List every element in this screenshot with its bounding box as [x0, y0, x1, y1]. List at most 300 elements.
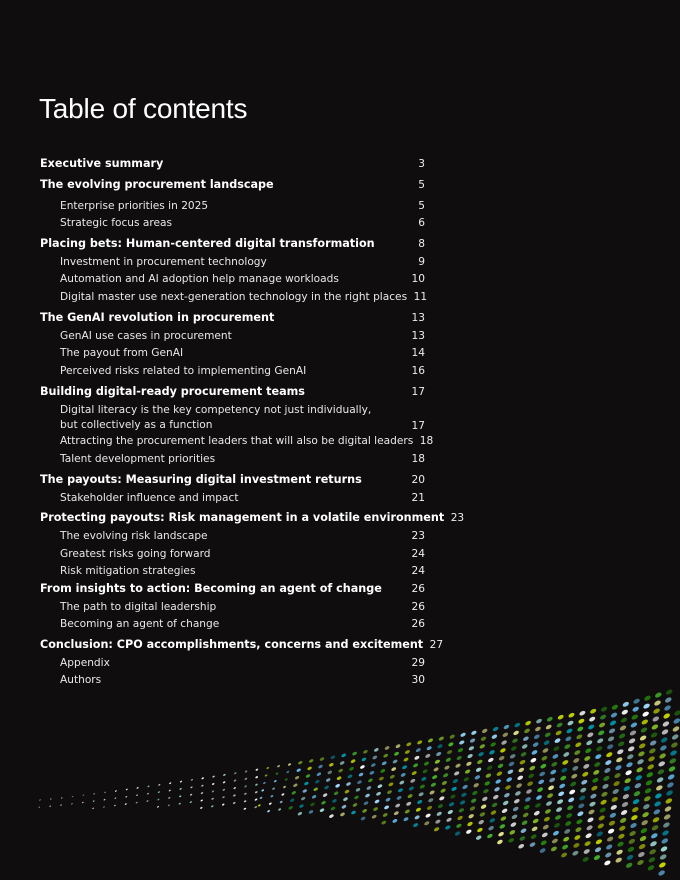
wave-dot: [212, 775, 215, 778]
wave-dot: [658, 760, 666, 767]
wave-dot: [391, 766, 397, 771]
wave-dot: [487, 757, 494, 763]
wave-dot: [495, 778, 502, 784]
wave-dot: [178, 802, 181, 805]
wave-dot: [308, 759, 313, 764]
wave-dot: [373, 747, 379, 752]
wave-dot: [565, 812, 573, 819]
wave-dot: [562, 759, 570, 766]
wave-dot: [381, 820, 387, 825]
wave-dot: [468, 813, 475, 819]
wave-dot: [539, 847, 546, 853]
wave-dot: [512, 806, 519, 812]
wave-dot: [291, 790, 296, 795]
wave-dot: [559, 775, 567, 782]
wave-dot: [168, 789, 171, 791]
wave-dot: [556, 798, 564, 805]
wave-dot: [384, 745, 390, 750]
toc-page-number: 17: [411, 420, 425, 432]
wave-dot: [638, 843, 646, 850]
wave-dot: [243, 800, 246, 803]
toc-entry-label: Digital literacy is the key competency not just individually, but collectively as a function: [60, 404, 372, 431]
wave-dot: [628, 838, 636, 845]
wave-dot: [362, 808, 368, 813]
wave-dot: [610, 712, 618, 719]
wave-dot: [659, 744, 667, 751]
toc-entry-label: The payouts: Measuring digital investment returns: [40, 473, 362, 486]
toc-page-number: 20: [411, 474, 425, 486]
wave-dot: [377, 784, 383, 789]
wave-dot: [424, 820, 430, 826]
wave-dot: [507, 769, 514, 775]
wave-dot: [383, 753, 389, 758]
wave-dot: [632, 706, 640, 713]
wave-dot: [179, 788, 182, 791]
wave-dot: [651, 723, 659, 730]
wave-dot: [496, 839, 503, 845]
wave-dot: [647, 763, 655, 770]
wave-dot: [395, 744, 401, 749]
wave-dot: [275, 772, 279, 775]
wave-dot: [417, 740, 423, 746]
wave-dot: [668, 765, 676, 772]
wave-dot: [653, 808, 661, 815]
wave-dot: [38, 806, 40, 808]
wave-dot: [607, 735, 615, 742]
wave-dot: [629, 822, 637, 829]
wave-dot: [71, 803, 73, 805]
wave-dot: [518, 767, 525, 773]
wave-dot: [346, 781, 352, 786]
wave-dot: [629, 729, 637, 736]
wave-dot: [447, 809, 454, 815]
wave-dot: [611, 796, 619, 803]
wave-dot: [200, 807, 203, 810]
wave-dot: [244, 785, 247, 788]
wave-dot: [543, 816, 550, 822]
wave-dot: [404, 749, 410, 754]
wave-dot: [49, 805, 51, 807]
wave-dot: [359, 764, 365, 769]
wave-dot: [499, 747, 506, 753]
wave-dot: [614, 764, 622, 771]
wave-dot: [222, 788, 225, 791]
wave-dot: [451, 786, 458, 792]
toc-entry-label: The payout from GenAI: [60, 347, 184, 359]
toc-entry-label: Investment in procurement technology: [60, 256, 267, 268]
wave-dot: [523, 804, 530, 810]
wave-dot: [647, 755, 655, 762]
wave-dot: [530, 833, 537, 839]
wave-dot: [544, 808, 551, 814]
wave-dot: [419, 784, 425, 790]
wave-dot: [529, 765, 536, 771]
wave-dot: [267, 810, 271, 813]
wave-dot: [350, 759, 356, 764]
wave-dot: [659, 853, 667, 860]
wave-dot: [412, 763, 418, 769]
wave-dot: [381, 761, 387, 766]
wave-dot: [577, 803, 585, 810]
toc-page-number: 17: [411, 386, 425, 398]
wave-dot: [261, 789, 265, 792]
wave-dot: [444, 825, 451, 831]
wave-dot: [534, 726, 541, 732]
wave-dot: [415, 747, 421, 753]
wave-dot: [513, 730, 520, 736]
wave-dot: [407, 793, 413, 799]
wave-dot: [609, 720, 617, 727]
wave-dot: [340, 812, 346, 817]
wave-dot: [661, 837, 669, 844]
wave-dot: [136, 787, 139, 789]
wave-dot: [628, 737, 636, 744]
wave-dot: [626, 753, 634, 760]
wave-dot: [329, 814, 335, 819]
wave-dot: [497, 763, 504, 769]
wave-dot: [441, 780, 448, 786]
wave-dot: [463, 776, 470, 782]
wave-dot: [492, 794, 499, 800]
wave-dot: [553, 745, 560, 751]
wave-dot: [644, 787, 652, 794]
wave-dot: [373, 806, 379, 811]
wave-dot: [461, 792, 468, 798]
wave-dot: [522, 736, 529, 742]
toc-page-number: 21: [411, 492, 425, 504]
wave-dot: [598, 722, 606, 729]
wave-dot: [290, 798, 295, 803]
wave-dot: [653, 800, 661, 807]
wave-dot: [399, 780, 405, 785]
wave-dot: [455, 763, 462, 769]
wave-dot: [360, 816, 366, 821]
wave-dot: [389, 774, 395, 779]
wave-dot: [365, 793, 371, 798]
wave-dot: [233, 802, 236, 805]
wave-dot: [597, 729, 605, 736]
wave-dot: [645, 779, 653, 786]
wave-dot: [538, 779, 545, 785]
toc-entry-label: Greatest risks going forward: [60, 548, 211, 560]
wave-dot: [642, 711, 650, 718]
wave-dot: [468, 745, 475, 751]
wave-dot: [446, 817, 453, 823]
wave-dot: [200, 792, 203, 795]
wave-dot: [397, 788, 403, 793]
wave-dot: [406, 801, 412, 807]
wave-dot: [649, 848, 657, 855]
wave-dot: [272, 787, 276, 790]
wave-dot: [646, 771, 654, 778]
wave-dot: [635, 774, 643, 781]
wave-dot: [481, 728, 488, 734]
toc-page-number: 3: [418, 158, 425, 170]
wave-dot: [462, 784, 469, 790]
wave-dot: [316, 772, 322, 777]
wave-dot: [307, 766, 312, 771]
wave-dot: [619, 817, 627, 824]
wave-dot: [417, 799, 423, 805]
wave-dot: [499, 823, 506, 829]
wave-dot: [501, 808, 508, 814]
wave-dot: [457, 815, 464, 821]
wave-dot: [201, 784, 204, 787]
wave-dot: [517, 775, 524, 781]
wave-dot: [672, 725, 680, 732]
wave-dot: [546, 792, 553, 798]
wave-dot: [167, 804, 170, 806]
wave-dot: [378, 776, 384, 781]
wave-dot: [393, 810, 399, 815]
wave-dot: [664, 696, 672, 703]
wave-dot: [444, 765, 451, 771]
toc-entry-label: Digital master use next-generation technology in the right places: [60, 291, 408, 303]
wave-dot: [669, 749, 677, 756]
wave-dot: [521, 743, 528, 749]
wave-dot: [600, 799, 608, 806]
wave-dot: [333, 791, 339, 796]
wave-dot: [570, 773, 578, 780]
wave-dot: [534, 802, 541, 808]
wave-dot: [302, 789, 307, 794]
wave-dot: [279, 800, 283, 803]
toc-page-number: 30: [411, 674, 425, 686]
wave-dot: [526, 781, 533, 787]
wave-dot: [490, 741, 497, 747]
wave-dot: [284, 778, 288, 781]
wave-dot: [576, 818, 584, 825]
wave-dot: [585, 739, 593, 746]
wave-dot: [158, 784, 161, 786]
wave-dot: [426, 805, 432, 811]
wave-dot: [542, 824, 549, 830]
wave-dot: [418, 792, 424, 798]
wave-dot: [548, 777, 555, 783]
wave-dot: [540, 840, 547, 846]
wave-dot: [622, 793, 630, 800]
toc-entry-label: The evolving risk landscape: [60, 530, 208, 542]
toc-page-number: 23: [450, 512, 465, 524]
wave-dot: [536, 786, 543, 792]
wave-dot: [471, 790, 478, 796]
wave-dot: [357, 780, 363, 785]
wave-dot: [448, 801, 455, 807]
wave-dot: [459, 800, 466, 806]
wave-dot: [593, 761, 601, 768]
wave-dot: [408, 786, 414, 792]
wave-dot: [615, 756, 623, 763]
wave-dot: [545, 800, 552, 806]
wave-dot: [532, 741, 539, 747]
wave-dot: [327, 770, 333, 775]
wave-dot: [654, 691, 662, 698]
wave-dot: [658, 861, 666, 868]
wave-dot: [480, 736, 487, 742]
wave-dot: [190, 779, 193, 782]
wave-dot: [266, 766, 270, 769]
wave-dot: [358, 772, 364, 777]
wave-dot: [546, 716, 553, 722]
wave-dot: [541, 832, 548, 838]
wave-dot: [103, 806, 105, 808]
toc-entry-label: Talent development priorities: [60, 453, 216, 465]
wave-dot: [599, 714, 607, 721]
wave-dot: [500, 816, 507, 822]
wave-dot: [304, 781, 309, 786]
wave-dot: [486, 833, 493, 839]
wave-dot: [587, 816, 595, 823]
wave-dot: [300, 796, 305, 801]
wave-dot: [520, 751, 527, 757]
wave-dot: [93, 793, 95, 795]
wave-dot: [411, 770, 417, 776]
wave-dot: [643, 795, 651, 802]
wave-dot: [147, 785, 150, 787]
wave-dot: [590, 793, 598, 800]
wave-dot: [223, 773, 226, 776]
wave-dot: [613, 780, 621, 787]
wave-dot: [278, 808, 282, 811]
wave-dot: [555, 806, 563, 813]
wave-dot: [531, 749, 538, 755]
wave-dot: [488, 825, 495, 831]
wave-dot: [508, 761, 515, 767]
wave-dot: [550, 769, 557, 775]
wave-dot: [201, 777, 204, 780]
toc-page-number: 11: [413, 291, 428, 303]
toc-page-number: 18: [411, 453, 425, 465]
wave-dot: [343, 797, 349, 802]
wave-dot: [595, 745, 603, 752]
wave-dot: [410, 778, 416, 784]
wave-dot: [652, 715, 660, 722]
toc-page-number: 9: [418, 256, 425, 268]
wave-dot: [595, 838, 603, 845]
wave-dot: [631, 806, 639, 813]
wave-dot: [511, 814, 518, 820]
wave-dot: [657, 869, 665, 876]
wave-dot: [531, 826, 538, 832]
wave-dot: [581, 771, 589, 778]
wave-dot: [516, 782, 523, 788]
wave-dot: [430, 782, 436, 788]
wave-dot: [467, 753, 474, 759]
wave-dot: [533, 810, 540, 816]
wave-dot: [602, 783, 610, 790]
wave-dot: [554, 737, 561, 743]
wave-dot: [474, 774, 481, 780]
wave-dot: [255, 768, 258, 771]
wave-dot: [671, 733, 679, 740]
wave-dot: [552, 830, 560, 837]
wave-dot: [665, 688, 673, 695]
wave-dot: [442, 772, 449, 778]
wave-dot: [606, 743, 614, 750]
wave-dot: [611, 704, 619, 711]
wave-dot: [663, 704, 671, 711]
wave-dot: [580, 779, 588, 786]
wave-dot: [511, 738, 518, 744]
wave-dot: [480, 804, 487, 810]
wave-dot: [540, 763, 547, 769]
wave-dot: [158, 791, 161, 793]
wave-dot: [458, 807, 465, 813]
wave-dot: [634, 782, 642, 789]
wave-dot: [384, 805, 390, 810]
toc-page-number: 5: [418, 179, 425, 191]
wave-dot: [475, 767, 482, 773]
wave-dot: [535, 794, 542, 800]
wave-dot: [400, 772, 406, 777]
wave-dot: [625, 862, 633, 869]
wave-dot: [618, 733, 626, 740]
wave-dot: [661, 829, 669, 836]
wave-dot: [508, 837, 515, 843]
wave-dot: [297, 811, 302, 816]
wave-dot: [338, 768, 344, 773]
wave-dot: [484, 780, 491, 786]
wave-dot: [557, 791, 565, 798]
wave-dot: [629, 830, 637, 837]
wave-dot: [661, 728, 669, 735]
toc-entry-label: Conclusion: CPO accomplishments, concerns and excitement: [40, 638, 424, 651]
wave-dot: [520, 828, 527, 834]
toc-entry-label: Enterprise priorities in 2025: [60, 200, 209, 212]
wave-dot: [489, 817, 496, 823]
wave-dot: [263, 781, 267, 784]
wave-dot: [135, 801, 138, 803]
wave-dot: [636, 859, 644, 866]
wave-dot: [114, 797, 116, 799]
wave-dot: [490, 810, 497, 816]
wave-dot: [545, 724, 552, 730]
wave-dot: [572, 850, 580, 857]
wave-dot: [233, 794, 236, 797]
wave-dot: [558, 783, 566, 790]
toc-page-number: 14: [411, 347, 425, 359]
wave-dot: [439, 796, 446, 802]
wave-dot: [319, 808, 325, 813]
wave-dot: [665, 789, 673, 796]
wave-dot: [624, 777, 632, 784]
wave-dot: [529, 841, 536, 847]
wave-dot: [61, 797, 63, 799]
wave-dot: [136, 794, 139, 796]
wave-dot: [234, 772, 237, 775]
wave-dot: [244, 770, 247, 773]
toc-page-number: 8: [418, 238, 425, 250]
wave-dot: [579, 787, 587, 794]
wave-dot: [602, 775, 610, 782]
wave-dot: [434, 759, 440, 765]
wave-dot: [612, 788, 620, 795]
wave-dot: [401, 765, 407, 770]
wave-dot: [567, 797, 575, 804]
wave-dot: [514, 790, 521, 796]
wave-dot: [478, 751, 485, 757]
wave-dot: [448, 742, 455, 748]
wave-dot: [452, 778, 459, 784]
wave-dot: [556, 722, 563, 728]
wave-dot: [616, 748, 624, 755]
wave-dot: [542, 747, 549, 753]
wave-dot: [435, 819, 442, 825]
toc-page-number: 6: [418, 217, 425, 229]
wave-dot: [589, 801, 597, 808]
wave-dot: [71, 796, 73, 798]
wave-dot: [567, 720, 575, 727]
